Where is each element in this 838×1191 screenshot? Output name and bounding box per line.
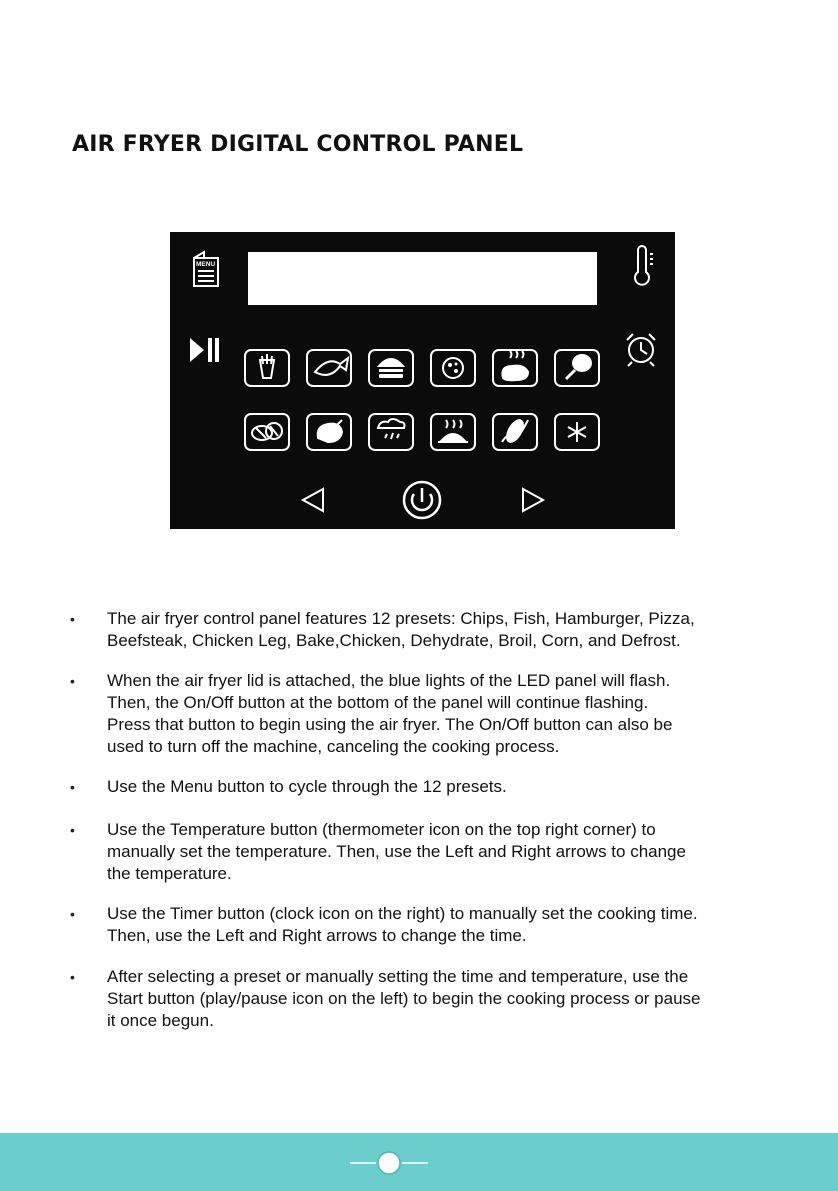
- pizza-icon[interactable]: [431, 350, 475, 386]
- chicken-icon[interactable]: [307, 414, 351, 450]
- page-marker-circle: [378, 1152, 400, 1174]
- bake-icon[interactable]: [245, 414, 289, 450]
- menu-icon[interactable]: [194, 252, 218, 286]
- hamburger-icon[interactable]: [369, 350, 413, 386]
- alarm-clock-icon[interactable]: [627, 334, 655, 366]
- left-arrow-icon[interactable]: [303, 489, 323, 511]
- control-panel: [170, 232, 675, 529]
- menu-icon-text: MENU: [196, 261, 216, 268]
- thermometer-icon[interactable]: [635, 246, 653, 285]
- page-marker: [0, 1133, 838, 1191]
- page-title: AIR FRYER DIGITAL CONTROL PANEL: [72, 132, 524, 157]
- panel-icons: [170, 232, 675, 529]
- chicken-leg-icon[interactable]: [555, 350, 599, 386]
- fish-icon[interactable]: [307, 350, 351, 386]
- beefsteak-icon[interactable]: [493, 350, 537, 386]
- right-arrow-icon[interactable]: [523, 489, 543, 511]
- corn-icon[interactable]: [493, 414, 537, 450]
- chips-icon[interactable]: [245, 350, 289, 386]
- broil-icon[interactable]: [431, 414, 475, 450]
- footer-bar: [0, 1133, 838, 1191]
- dehydrate-icon[interactable]: [369, 414, 413, 450]
- defrost-icon[interactable]: [555, 414, 599, 450]
- play-pause-icon[interactable]: [190, 338, 219, 362]
- power-icon[interactable]: [404, 482, 440, 518]
